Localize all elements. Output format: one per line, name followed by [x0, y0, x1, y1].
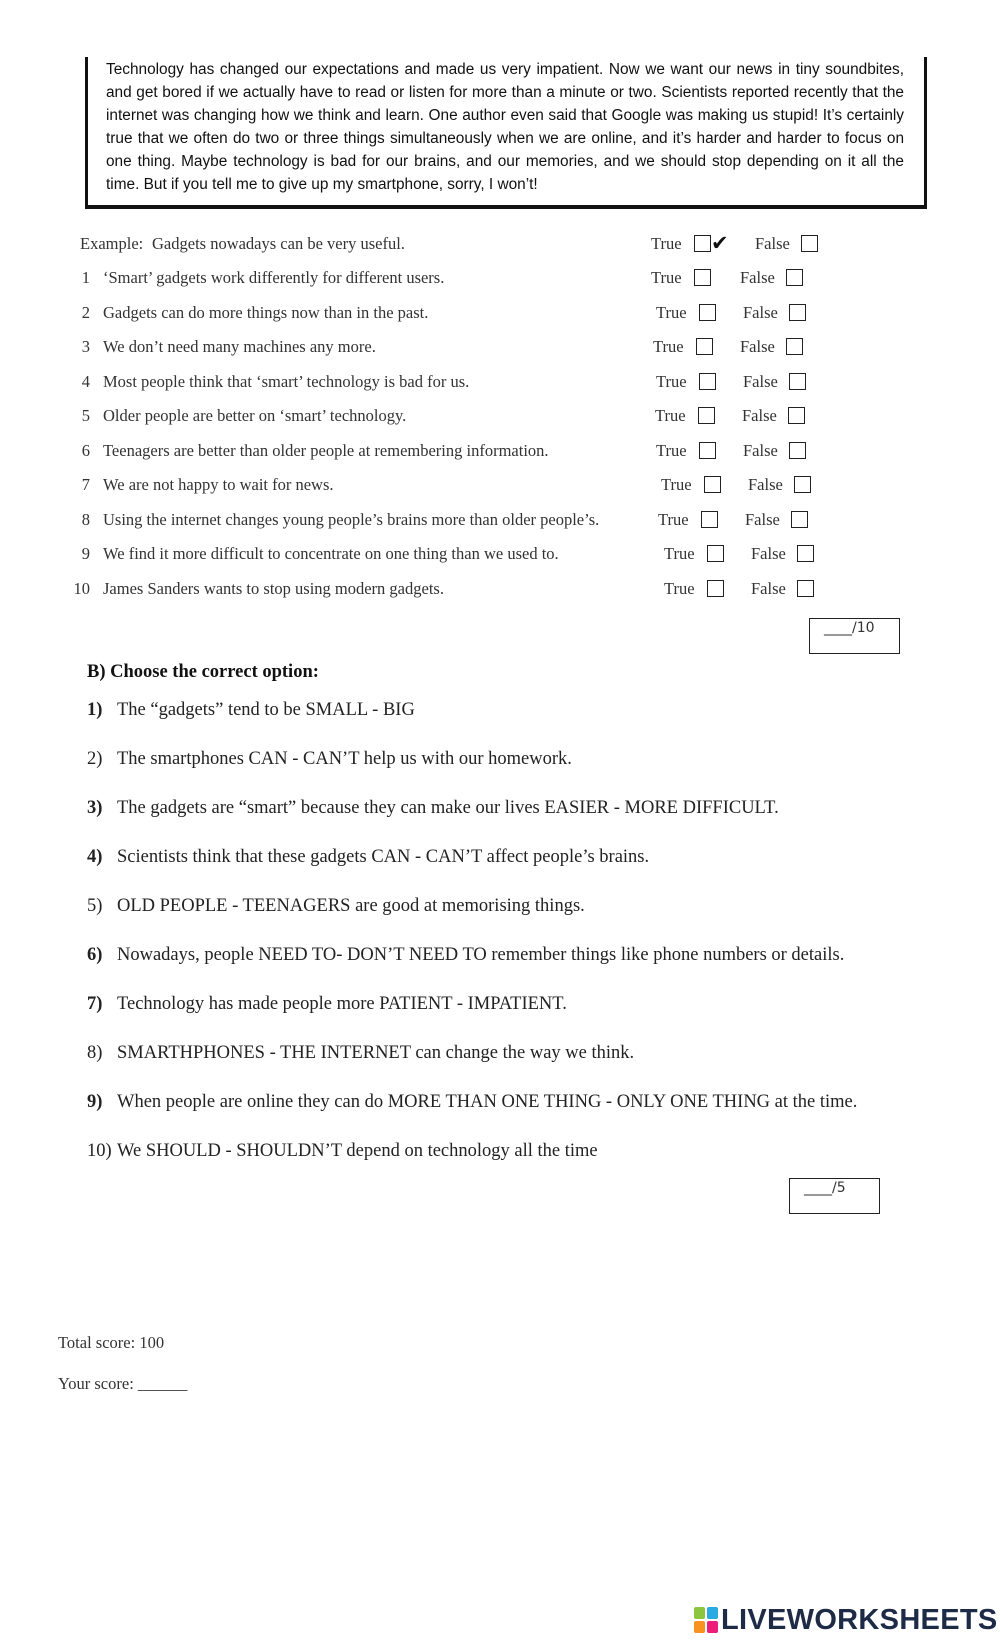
false-label: False: [751, 544, 786, 563]
option-question-number: 1): [87, 700, 103, 720]
false-checkbox[interactable]: [794, 476, 811, 493]
question-number: 10: [73, 579, 90, 598]
question-number: 3: [81, 337, 90, 356]
true-checkbox[interactable]: [694, 269, 711, 286]
false-checkbox[interactable]: [786, 338, 803, 355]
option-question-text[interactable]: The “gadgets” tend to be SMALL - BIG: [117, 700, 415, 720]
question-text: We find it more difficult to concentrate on one thing than we used to.: [103, 544, 559, 563]
logo-text: LIVEWORKSHEETS: [721, 1603, 998, 1636]
option-question-number: 7): [87, 994, 103, 1014]
false-label: False: [742, 406, 777, 425]
false-label: False: [748, 475, 783, 494]
false-label: False: [740, 337, 775, 356]
example-statement: Gadgets nowadays can be very useful.: [152, 234, 405, 253]
option-question-row: [87, 749, 967, 770]
logo-square: [707, 1621, 718, 1633]
option-question-number: 2): [87, 749, 103, 769]
false-label: False: [751, 579, 786, 598]
option-question-text[interactable]: SMARTHPHONES - THE INTERNET can change the way we think.: [117, 1043, 635, 1063]
true-label: True: [658, 510, 689, 529]
option-question-number: 8): [87, 1043, 103, 1063]
option-question-text[interactable]: OLD PEOPLE - TEENAGERS are good at memorising things.: [117, 896, 585, 916]
true-label: True: [664, 544, 695, 563]
question-number: 4: [81, 372, 90, 391]
option-question-row: [87, 1092, 967, 1113]
true-checkbox[interactable]: [698, 407, 715, 424]
false-checkbox[interactable]: [789, 373, 806, 390]
option-question-text[interactable]: We SHOULD - SHOULDN’T depend on technology all the time: [117, 1141, 598, 1161]
question-text: Teenagers are better than older people at remembering information.: [103, 441, 549, 460]
liveworksheets-logo: [694, 1603, 998, 1637]
question-text: Gadgets can do more things now than in the past.: [103, 303, 429, 322]
option-question-text[interactable]: The smartphones CAN - CAN’T help us with our homework.: [117, 749, 572, 769]
question-text: Older people are better on ‘smart’ technology.: [103, 406, 407, 425]
tf-question-row: [0, 544, 1000, 568]
logo-square: [694, 1607, 705, 1619]
question-text: ‘Smart’ gadgets work differently for different users.: [103, 268, 445, 287]
true-checkbox[interactable]: [707, 545, 724, 562]
question-text: Using the internet changes young people’s brains more than older people’s.: [103, 510, 600, 529]
logo-square: [694, 1621, 705, 1633]
logo-square: [707, 1607, 718, 1619]
tf-question-row: [0, 372, 1000, 396]
tf-score-box[interactable]: [809, 618, 900, 654]
true-label: True: [656, 441, 687, 460]
false-label: False: [745, 510, 780, 529]
true-label: True: [661, 475, 692, 494]
option-question-row: [87, 994, 967, 1015]
option-question-number: 10): [87, 1141, 112, 1161]
tf-question-row: [0, 303, 1000, 327]
question-text: We don’t need many machines any more.: [103, 337, 376, 356]
true-label: True: [655, 406, 686, 425]
check-mark-icon: ✔: [711, 231, 729, 255]
your-score: Your score: ______: [58, 1374, 188, 1393]
option-question-number: 4): [87, 847, 103, 867]
true-checkbox[interactable]: [699, 304, 716, 321]
option-question-text[interactable]: The gadgets are “smart” because they can make our lives EASIER - MORE DIFFICULT.: [117, 798, 779, 818]
true-label: True: [651, 234, 682, 253]
question-text: James Sanders wants to stop using modern gadgets.: [103, 579, 444, 598]
false-checkbox[interactable]: [786, 269, 803, 286]
tf-question-row: [0, 510, 1000, 534]
question-number: 6: [81, 441, 90, 460]
false-checkbox[interactable]: [797, 580, 814, 597]
passage-text: Technology has changed our expectations and made us very impatient. Now we want our news in tiny soundbites, and get bored if we actually have to read or listen for more than a minute or two. Scientists reported recently that the internet was changing how we think and learn. One author even said that Google was making us stupid! It’s certainly true that we often do two or three things simultaneously when we are online, and it’s harder and harder to focus on one thing. Maybe technology is bad for our brains, and our memories, and we should stop depending on it all the time. But if you tell me to give up my smartphone, sorry, I won’t!: [106, 61, 904, 193]
option-question-number: 6): [87, 945, 103, 965]
tf-question-row: [0, 475, 1000, 499]
false-label: False: [755, 234, 790, 253]
false-checkbox[interactable]: [789, 304, 806, 321]
true-label: True: [656, 303, 687, 322]
true-checkbox[interactable]: [696, 338, 713, 355]
option-question-row: [87, 896, 967, 917]
question-number: 7: [81, 475, 90, 494]
false-checkbox[interactable]: [797, 545, 814, 562]
section-b-title: B) Choose the correct option:: [87, 662, 319, 682]
option-question-number: 5): [87, 896, 103, 916]
false-label: False: [743, 303, 778, 322]
true-checkbox[interactable]: [704, 476, 721, 493]
example-text: Example:: [80, 234, 144, 253]
mc-score-box[interactable]: [789, 1178, 880, 1214]
true-checkbox[interactable]: [694, 235, 711, 252]
mc-score-text: ____/5: [804, 1180, 846, 1196]
true-checkbox[interactable]: [699, 442, 716, 459]
false-checkbox[interactable]: [791, 511, 808, 528]
question-number: 5: [81, 406, 90, 425]
true-label: True: [664, 579, 695, 598]
option-question-row: [87, 1141, 967, 1162]
true-checkbox[interactable]: [707, 580, 724, 597]
example-row: [0, 231, 1000, 258]
true-checkbox[interactable]: [699, 373, 716, 390]
option-question-row: [87, 798, 967, 819]
option-question-number: 9): [87, 1092, 103, 1112]
true-label: True: [651, 268, 682, 287]
question-number: 1: [81, 268, 90, 287]
question-number: 2: [81, 303, 90, 322]
question-number: 8: [81, 510, 90, 529]
option-question-text[interactable]: Technology has made people more PATIENT - IMPATIENT.: [117, 994, 567, 1014]
option-question-text[interactable]: When people are online they can do MORE THAN ONE THING - ONLY ONE THING at the time.: [117, 1092, 858, 1112]
false-checkbox[interactable]: [789, 442, 806, 459]
question-text: Most people think that ‘smart’ technology is bad for us.: [103, 372, 470, 391]
false-label: False: [743, 441, 778, 460]
true-label: True: [653, 337, 684, 356]
option-question-row: [87, 700, 967, 721]
true-checkbox[interactable]: [701, 511, 718, 528]
question-text: We are not happy to wait for news.: [103, 475, 334, 494]
tf-question-row: [0, 579, 1000, 603]
true-label: True: [656, 372, 687, 391]
tf-question-row: [0, 441, 1000, 465]
question-number: 9: [81, 544, 90, 563]
total-score: Total score: 100: [58, 1333, 165, 1352]
false-checkbox[interactable]: [801, 235, 818, 252]
option-question-row: [87, 945, 967, 966]
option-question-text[interactable]: Scientists think that these gadgets CAN - CAN’T affect people’s brains.: [117, 847, 650, 867]
tf-question-row: [0, 337, 1000, 361]
reading-passage: [85, 57, 927, 209]
option-question-row: [87, 847, 967, 868]
logo-icon: [694, 1607, 718, 1633]
false-checkbox[interactable]: [788, 407, 805, 424]
option-question-number: 3): [87, 798, 103, 818]
tf-score-text: ____/10: [824, 620, 875, 636]
option-question-text[interactable]: Nowadays, people NEED TO- DON’T NEED TO remember things like phone numbers or details.: [117, 945, 845, 965]
false-label: False: [740, 268, 775, 287]
option-question-row: [87, 1043, 967, 1064]
tf-question-row: [0, 268, 1000, 292]
false-label: False: [743, 372, 778, 391]
tf-question-row: [0, 406, 1000, 430]
